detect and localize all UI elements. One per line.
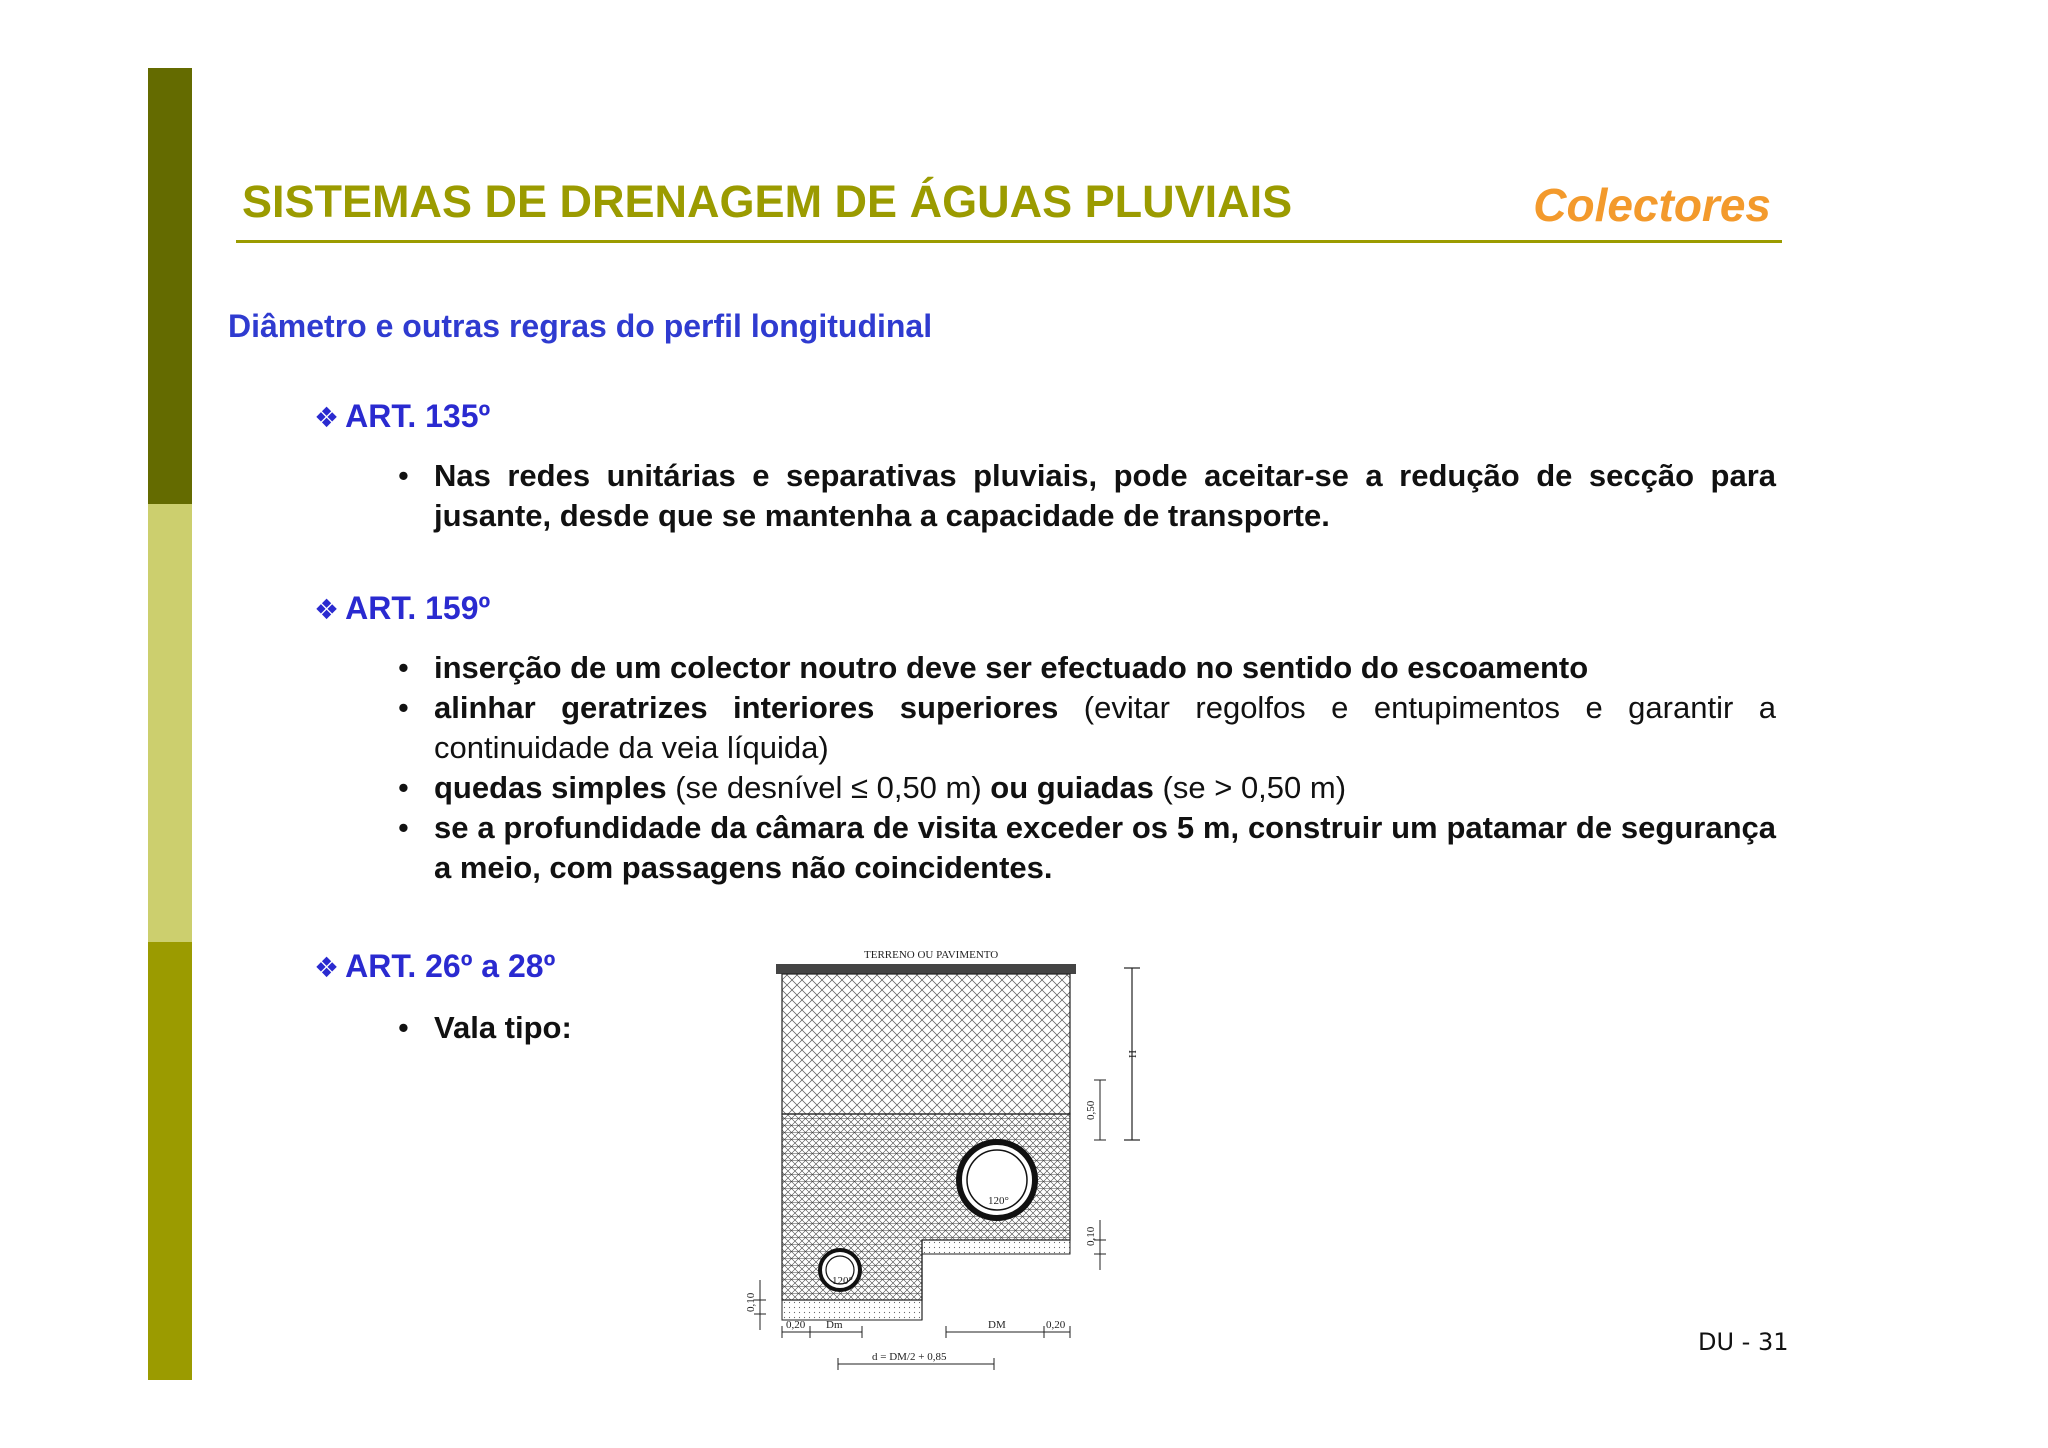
article-label: ART. 159º (345, 590, 491, 626)
bullet-text-bold: alinhar geratrizes interiores superiores (434, 690, 1059, 725)
bullet-dot-icon: • (398, 458, 409, 493)
ground-label: TERRENO OU PAVIMENTO (864, 949, 999, 961)
dimension-dm-small-label: Dm (826, 1319, 843, 1331)
article-159-bullets (398, 648, 1776, 888)
pavement-layer (776, 964, 1076, 974)
bullet-text: inserção de um colector noutro deve ser efectuado no sentido do escoamento (434, 650, 1589, 685)
dimension-010-right-label: 0,10 (1085, 1226, 1097, 1246)
bullet-dot-icon: • (398, 810, 409, 845)
title-underline (236, 240, 1782, 243)
page-number: DU - 31 (1698, 1328, 1789, 1356)
article-label: ART. 26º a 28º (345, 948, 556, 984)
dimension-050-label: 0,50 (1085, 1100, 1097, 1120)
list-item (398, 768, 1776, 808)
article-26-28-bullets (398, 1008, 734, 1048)
dimension-010-left-label: 0,10 (745, 1292, 757, 1312)
sidebar-segment-light (148, 504, 192, 942)
section-label: Colectores (1533, 179, 1771, 231)
list-item (398, 688, 1776, 768)
bullet-dot-icon: • (398, 650, 409, 685)
bullet-text-bold: quedas simples (434, 770, 667, 805)
decorative-sidebar (148, 68, 192, 1380)
article-135-bullets (398, 456, 1776, 536)
bedding-layer-large (922, 1240, 1070, 1254)
bullet-text: Nas redes unitárias e separativas pluviais, pode aceitar-se a redução de secção para jusante, desde que se mantenha a capacidade de transporte. (434, 458, 1776, 533)
upper-backfill (782, 974, 1070, 1114)
angle-label-small: 120° (832, 1275, 853, 1287)
trench-section-diagram (732, 940, 1152, 1380)
diamond-bullet-icon: ❖ (314, 402, 340, 433)
bullet-dot-icon: • (398, 1010, 409, 1045)
sidebar-segment-dark (148, 68, 192, 504)
sidebar-segment-olive (148, 942, 192, 1380)
diamond-bullet-icon: ❖ (314, 594, 340, 625)
article-heading-135 (314, 398, 490, 435)
bullet-text-bold: ou guiadas (990, 770, 1154, 805)
slide-title: SISTEMAS DE DRENAGEM DE ÁGUAS PLUVIAIS (242, 176, 1293, 227)
bullet-text: Vala tipo: (434, 1010, 572, 1045)
list-item (398, 456, 1776, 536)
bullet-dot-icon: • (398, 690, 409, 725)
diamond-bullet-icon: ❖ (314, 952, 340, 983)
bullet-text: se a profundidade da câmara de visita exceder os 5 m, construir um patamar de segurança a meio, com passagens não coincidentes. (434, 810, 1776, 885)
bedding-layer-small (782, 1300, 922, 1320)
bullet-text-normal: (evitar regolfos e entupimentos e garantir a continuidade da veia líquida) (434, 690, 1776, 765)
dimension-020-right-label: 0,20 (1046, 1319, 1066, 1331)
dimension-dm-large-label: DM (988, 1319, 1006, 1331)
list-item (398, 1008, 734, 1048)
angle-label-large: 120° (988, 1195, 1009, 1207)
list-item (398, 808, 1776, 888)
list-item (398, 648, 1776, 688)
dimension-h-label: H (1127, 1050, 1139, 1058)
article-heading-159 (314, 590, 490, 627)
dimension-formula-label: d = DM/2 + 0,85 (872, 1351, 947, 1363)
slide-subtitle: Diâmetro e outras regras do perfil longitudinal (228, 308, 933, 344)
bullet-text-normal: (se desnível ≤ 0,50 m) (666, 770, 991, 805)
bullet-text-normal: (se > 0,50 m) (1153, 770, 1347, 805)
article-heading-26-28 (314, 948, 555, 985)
bullet-dot-icon: • (398, 770, 409, 805)
article-label: ART. 135º (345, 398, 491, 434)
dimension-020-left-label: 0,20 (786, 1319, 806, 1331)
